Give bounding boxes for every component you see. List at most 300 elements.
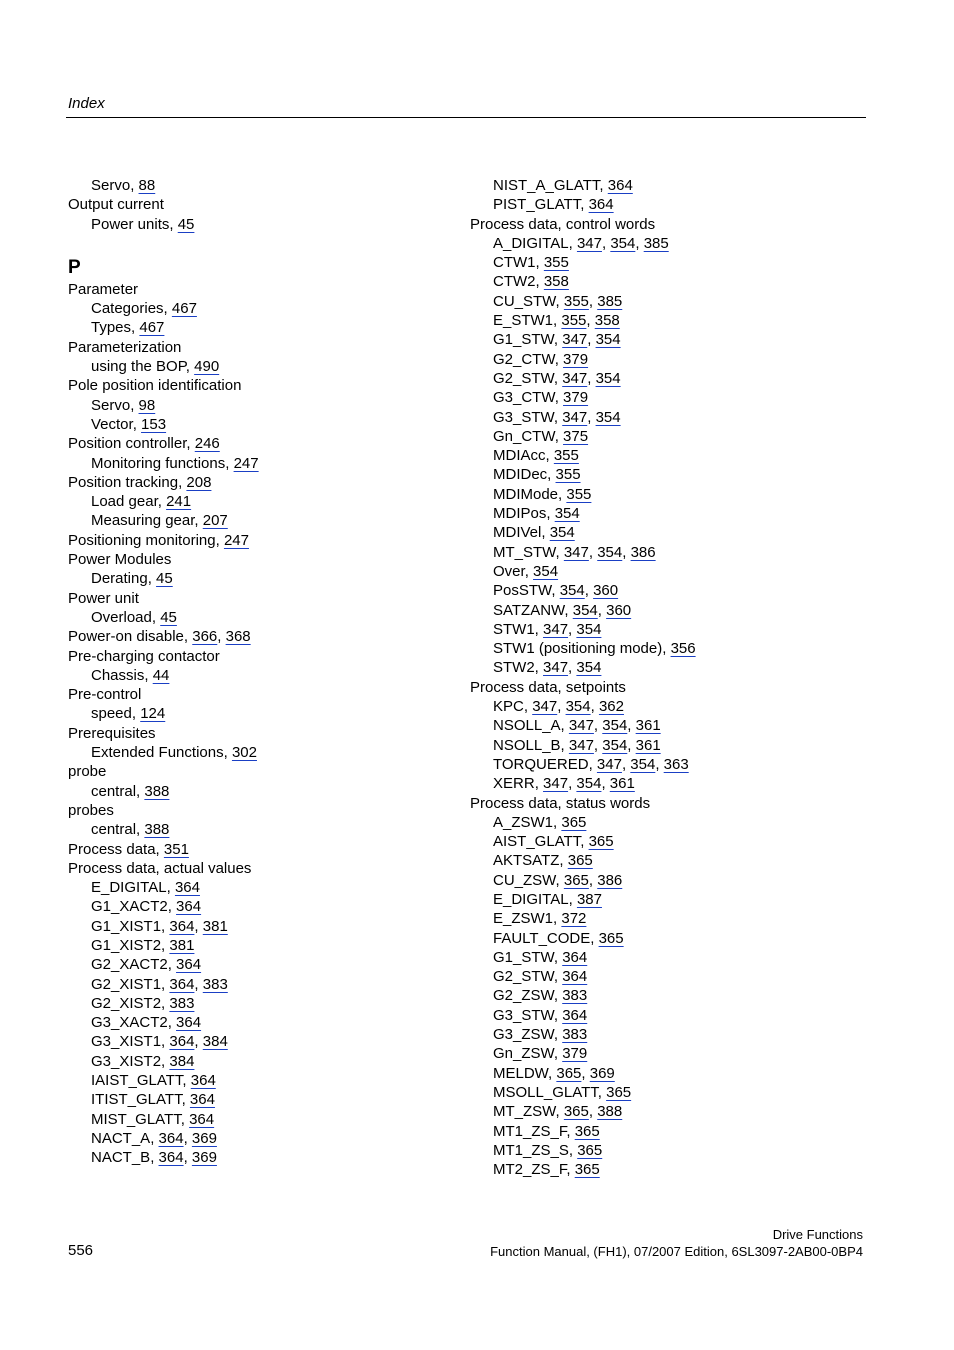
index-term: SATZANW (493, 601, 565, 619)
index-term: G3_XACT2 (91, 1014, 168, 1032)
index-term: G2_XIST2 (91, 994, 162, 1012)
page-reference-link[interactable]: 383 (562, 987, 588, 1005)
index-subentry: Measuring gear, 207 (91, 512, 228, 530)
index-subentry: MT1_ZS_F, 365 (493, 1122, 600, 1140)
index-term: ITIST_GLATT (91, 1091, 182, 1109)
index-entry (68, 338, 468, 357)
page-reference-link[interactable]: 347 (543, 620, 569, 638)
page-reference-link[interactable]: 467 (139, 319, 165, 337)
index-subentry: G3_XIST1, 364, 384 (91, 1033, 228, 1051)
index-subentry: MDIPos, 354 (493, 505, 580, 523)
index-subentry: G1_XIST2, 381 (91, 936, 195, 954)
page-reference-link[interactable]: 88 (138, 177, 156, 194)
index-term: Power Modules (68, 551, 172, 569)
index-term: CTW2 (493, 273, 536, 291)
page-reference-link[interactable]: 381 (202, 917, 228, 935)
page-reference-link[interactable]: 354 (572, 601, 598, 619)
index-subentry: Overload, 45 (91, 608, 177, 626)
page-reference-link[interactable]: 354 (595, 408, 621, 426)
page-reference-link[interactable]: 364 (562, 948, 588, 966)
page-reference-link[interactable]: 363 (663, 755, 689, 773)
footer-doc-title: Drive Functions (772, 1227, 863, 1242)
index-column-left (68, 176, 468, 1168)
page-reference-link[interactable]: 354 (559, 582, 585, 600)
page-reference-link[interactable]: 354 (576, 620, 602, 638)
index-term: Gn_CTW (493, 427, 555, 445)
index-term: MELDW (493, 1064, 549, 1082)
page-reference-link[interactable]: 364 (169, 1033, 195, 1051)
page-reference-link[interactable]: 379 (563, 350, 589, 368)
page-reference-link[interactable]: 365 (574, 1161, 600, 1179)
page-reference-link[interactable]: 355 (555, 466, 581, 484)
index-subentry: G2_ZSW, 383 (493, 987, 588, 1005)
index-subentry: KPC, 347, 354, 362 (493, 698, 624, 716)
page-reference-link[interactable]: 355 (561, 312, 587, 330)
index-entry: Positioning monitoring, 247 (68, 531, 249, 549)
page-reference-link[interactable]: 354 (533, 562, 559, 580)
page-reference-link[interactable]: 355 (543, 254, 569, 272)
index-term: Positioning monitoring (68, 531, 216, 549)
index-subentry: CU_ZSW, 365, 386 (493, 871, 623, 889)
index-subentry: MT2_ZS_F, 365 (493, 1161, 600, 1179)
page-reference-link[interactable]: 354 (597, 543, 623, 561)
index-term: Process data, actual values (68, 859, 252, 877)
index-subentry: PIST_GLATT, 364 (493, 196, 614, 214)
index-term: E_DIGITAL (91, 879, 167, 897)
index-term: MT_STW (493, 543, 556, 561)
index-term: Power units (91, 215, 170, 233)
index-subentry: MDIAcc, 355 (493, 447, 579, 465)
page-reference-link[interactable]: 364 (176, 1014, 202, 1032)
page-reference-link[interactable]: 347 (568, 736, 594, 754)
page-reference-link[interactable]: 302 (231, 744, 257, 762)
page-reference-link[interactable]: 364 (158, 1129, 184, 1147)
index-spacer (68, 234, 468, 256)
index-subentry: G2_XIST2, 383 (91, 994, 195, 1012)
index-term: using the BOP (91, 358, 186, 376)
index-subentry: using the BOP, 490 (91, 358, 220, 376)
page-reference-link[interactable]: 364 (189, 1110, 215, 1128)
index-term: CU_STW (493, 292, 556, 310)
index-subentry: MIST_GLATT, 364 (91, 1110, 215, 1128)
index-subentry: MT_ZSW, 365, 388 (493, 1103, 623, 1121)
page-reference-link[interactable]: 379 (563, 389, 589, 407)
index-subentry: Power units, 45 (91, 215, 195, 233)
page-reference-link[interactable]: 355 (563, 292, 589, 310)
index-entry (470, 678, 870, 697)
index-term: Prerequisites (68, 724, 156, 742)
page-reference-link[interactable]: 364 (176, 956, 202, 974)
index-term: speed (91, 705, 132, 723)
index-term: G1_XIST1 (91, 917, 162, 935)
page-reference-link[interactable]: 354 (610, 234, 636, 252)
index-term: G1_STW (493, 331, 554, 349)
index-subentry: NACT_A, 364, 369 (91, 1129, 217, 1147)
index-term: Measuring gear (91, 512, 195, 530)
index-term: G2_XIST1 (91, 975, 162, 993)
index-entry (470, 794, 870, 813)
index-term: AKTSATZ (493, 852, 560, 870)
page-reference-link[interactable]: 388 (144, 821, 170, 839)
page-reference-link[interactable]: 365 (563, 1103, 589, 1121)
index-term: Process data, setpoints (470, 678, 626, 696)
index-subentry: G3_STW, 364 (493, 1006, 588, 1024)
page-reference-link[interactable]: 354 (602, 736, 628, 754)
page-reference-link[interactable]: 365 (574, 1122, 600, 1140)
index-term: MSOLL_GLATT (493, 1083, 598, 1101)
index-subentry: ITIST_GLATT, 364 (91, 1091, 215, 1109)
index-entry (68, 724, 468, 743)
index-term: G2_STW (493, 369, 554, 387)
page-reference-link[interactable]: 383 (562, 1026, 588, 1044)
index-subentry: A_ZSW1, 365 (493, 813, 587, 831)
page-number: 556 (68, 1242, 94, 1259)
index-term: Load gear (91, 493, 158, 511)
page-reference-link[interactable]: 383 (202, 975, 228, 993)
page-reference-link[interactable]: 354 (549, 524, 575, 542)
index-subentry: AIST_GLATT, 365 (493, 833, 614, 851)
page-reference-link[interactable]: 358 (543, 273, 569, 291)
page-reference-link[interactable]: 360 (606, 601, 632, 619)
index-term: AIST_GLATT (493, 833, 581, 851)
index-subentry: Load gear, 241 (91, 493, 192, 511)
page-reference-link[interactable]: 347 (563, 543, 589, 561)
page-reference-link[interactable]: 384 (169, 1052, 195, 1070)
page-reference-link[interactable]: 124 (140, 705, 166, 723)
index-subentry: IAIST_GLATT, 364 (91, 1072, 216, 1090)
page-reference-link[interactable]: 386 (597, 871, 623, 889)
index-subentry: Gn_ZSW, 379 (493, 1045, 588, 1063)
index-subentry: Chassis, 44 (91, 666, 170, 684)
index-subentry: G3_STW, 347, 354 (493, 408, 621, 426)
index-term: MIST_GLATT (91, 1110, 181, 1128)
index-term: Overload (91, 608, 152, 626)
page-reference-link[interactable]: 365 (556, 1064, 582, 1082)
index-subentry: NSOLL_B, 347, 354, 361 (493, 736, 661, 754)
index-term: E_STW1 (493, 312, 554, 330)
index-term: Categories (91, 300, 164, 318)
index-term: Power-on disable (68, 628, 184, 646)
index-term: MT1_ZS_S (493, 1141, 569, 1159)
index-term: Output current (68, 196, 164, 214)
page-reference-link[interactable]: 44 (152, 666, 170, 684)
index-entry (68, 762, 468, 781)
index-subentry: NIST_A_GLATT, 364 (493, 177, 633, 194)
index-subentry: Monitoring functions, 247 (91, 454, 259, 472)
index-subentry: MELDW, 365, 369 (493, 1064, 615, 1082)
index-subentry: PosSTW, 354, 360 (493, 582, 619, 600)
page-reference-link[interactable]: 365 (588, 833, 614, 851)
index-term: PosSTW (493, 582, 552, 600)
index-entry: Position tracking, 208 (68, 473, 212, 491)
page-reference-link[interactable]: 368 (225, 628, 251, 646)
page-reference-link[interactable]: 364 (158, 1149, 184, 1167)
page-reference-link[interactable]: 361 (635, 717, 661, 735)
page-reference-link[interactable]: 384 (202, 1033, 228, 1051)
page-reference-link[interactable]: 388 (597, 1103, 623, 1121)
page-reference-link[interactable]: 347 (543, 659, 569, 677)
index-term: central (91, 821, 137, 839)
index-subentry: CTW1, 355 (493, 254, 569, 272)
index-subentry: AKTSATZ, 365 (493, 852, 593, 870)
page-reference-link[interactable]: 246 (194, 435, 220, 453)
page-reference-link[interactable]: 347 (532, 698, 558, 716)
page-reference-link[interactable]: 355 (566, 485, 592, 503)
page-reference-link[interactable]: 385 (597, 292, 623, 310)
page-reference-link[interactable]: 379 (562, 1045, 588, 1063)
index-entry (68, 647, 468, 666)
index-term: FAULT_CODE (493, 929, 591, 947)
index-term: MDIMode (493, 485, 559, 503)
page-reference-link[interactable]: 388 (144, 782, 170, 800)
index-entry (68, 589, 468, 608)
page-reference-link[interactable]: 207 (202, 512, 228, 530)
index-term: Derating (91, 570, 148, 588)
page-reference-link[interactable]: 364 (169, 975, 195, 993)
index-subentry: FAULT_CODE, 365 (493, 929, 624, 947)
footer-doc-edition: Function Manual, (FH1), 07/2007 Edition, 6SL3097-2AB00-0BP4 (490, 1244, 863, 1259)
page-reference-link[interactable]: 364 (562, 968, 588, 986)
index-subentry: Gn_CTW, 375 (493, 427, 589, 445)
page-reference-link[interactable]: 364 (189, 1091, 215, 1109)
page-reference-link[interactable]: 354 (576, 659, 602, 677)
index-term: MT1_ZS_F (493, 1122, 567, 1140)
page-reference-link[interactable]: 467 (171, 300, 197, 318)
page-reference-link[interactable]: 354 (602, 717, 628, 735)
index-term: STW1 (493, 620, 535, 638)
index-entry (68, 280, 468, 299)
index-term: CTW1 (493, 254, 536, 272)
index-subentry: MDIMode, 355 (493, 485, 592, 503)
index-subentry: G2_XACT2, 364 (91, 956, 202, 974)
index-column-right (470, 176, 870, 1179)
index-term: G2_XACT2 (91, 956, 168, 974)
page-reference-link[interactable]: 45 (177, 215, 195, 233)
page-reference-link[interactable]: 365 (561, 813, 587, 831)
index-term: A_ZSW1 (493, 813, 554, 831)
index-subentry: G1_STW, 347, 354 (493, 331, 621, 349)
page-reference-link[interactable]: 45 (156, 570, 173, 588)
index-term: NACT_B (91, 1149, 151, 1167)
page-reference-link[interactable]: 364 (588, 196, 614, 214)
index-subentry: Vector, 153 (91, 415, 167, 433)
index-subentry: G1_XACT2, 364 (91, 898, 202, 916)
index-term: MDIDec (493, 466, 548, 484)
index-term: NACT_A (91, 1129, 151, 1147)
page-reference-link[interactable]: 372 (561, 910, 587, 928)
index-term: MDIAcc (493, 447, 546, 465)
index-subentry: STW1 (positioning mode), 356 (493, 640, 696, 658)
index-term: Monitoring functions (91, 454, 226, 472)
index-subentry: NSOLL_A, 347, 354, 361 (493, 717, 661, 735)
index-subentry: E_DIGITAL, 364 (91, 879, 200, 897)
page-reference-link[interactable]: 98 (138, 396, 156, 414)
page-reference-link[interactable]: 364 (562, 1006, 588, 1024)
page-reference-link[interactable]: 364 (174, 879, 200, 897)
index-term: Servo (91, 396, 131, 414)
page-reference-link[interactable]: 490 (194, 358, 220, 376)
page-reference-link[interactable]: 347 (576, 234, 602, 252)
index-subentry: TORQUERED, 347, 354, 363 (493, 755, 689, 773)
page-reference-link[interactable]: 358 (594, 312, 620, 330)
page-reference-link[interactable]: 365 (567, 852, 593, 870)
index-subentry: G2_STW, 364 (493, 968, 588, 986)
index-subentry: G2_XIST1, 364, 383 (91, 975, 228, 993)
index-term: G1_STW (493, 948, 554, 966)
page-reference-link[interactable]: 247 (233, 454, 259, 472)
page-reference-link[interactable]: 347 (568, 717, 594, 735)
page-reference-link[interactable]: 355 (553, 447, 579, 465)
index-subentry: CU_STW, 355, 385 (493, 292, 623, 310)
page-reference-link[interactable]: 45 (160, 608, 177, 626)
index-subentry: MDIDec, 355 (493, 466, 581, 484)
index-term: G2_STW (493, 968, 554, 986)
page-reference-link[interactable]: 383 (169, 994, 195, 1012)
index-term: Power unit (68, 589, 139, 607)
page-reference-link[interactable]: 364 (176, 898, 202, 916)
page-reference-link[interactable]: 385 (643, 234, 669, 252)
index-term: G3_XIST1 (91, 1033, 162, 1051)
index-term: MDIPos (493, 505, 547, 523)
index-subentry: MSOLL_GLATT, 365 (493, 1083, 632, 1101)
index-term: Process data, status words (470, 794, 651, 812)
index-subentry: MT1_ZS_S, 365 (493, 1141, 603, 1159)
index-term: G1_XACT2 (91, 898, 168, 916)
index-subentry: STW1, 347, 354 (493, 620, 602, 638)
index-term: XERR (493, 775, 535, 793)
index-term: KPC (493, 698, 524, 716)
index-term: G1_XIST2 (91, 936, 162, 954)
header-rule (66, 117, 866, 118)
page-reference-link[interactable]: 381 (169, 936, 195, 954)
page-reference-link[interactable]: 369 (589, 1064, 615, 1082)
page-reference-link[interactable]: 354 (565, 698, 591, 716)
index-entry (68, 376, 468, 395)
index-entry (470, 215, 870, 234)
index-term: Servo (91, 177, 131, 194)
index-subentry: Servo, 88 (91, 177, 156, 194)
page-reference-link[interactable]: 365 (563, 871, 589, 889)
index-term: MT2_ZS_F (493, 1161, 567, 1179)
page-reference-link[interactable]: 347 (562, 369, 588, 387)
index-subentry: Types, 467 (91, 319, 165, 337)
page-reference-link[interactable]: 356 (670, 640, 696, 658)
index-term: Chassis (91, 666, 145, 684)
page-reference-link[interactable]: 208 (186, 473, 212, 491)
page-reference-link[interactable]: 361 (609, 775, 635, 793)
index-term: G3_CTW (493, 389, 555, 407)
page-reference-link[interactable]: 347 (562, 331, 588, 349)
index-entry (68, 550, 468, 569)
page-reference-link[interactable]: 364 (607, 177, 633, 194)
page-reference-link[interactable]: 365 (577, 1141, 603, 1159)
page-reference-link[interactable]: 365 (598, 929, 624, 947)
running-header: Index (68, 95, 105, 112)
index-term: E_DIGITAL (493, 890, 569, 908)
page-reference-link[interactable]: 365 (606, 1083, 632, 1101)
index-term: Pre-control (68, 686, 142, 704)
index-term: E_ZSW1 (493, 910, 554, 928)
page-reference-link[interactable]: 347 (543, 775, 569, 793)
page-reference-link[interactable]: 153 (141, 415, 167, 433)
index-term: Types (91, 319, 132, 337)
index-subentry: speed, 124 (91, 705, 166, 723)
index-subentry: MT_STW, 347, 354, 386 (493, 543, 656, 561)
index-subentry: E_STW1, 355, 358 (493, 312, 620, 330)
index-term: STW2 (493, 659, 535, 677)
index-term: MT_ZSW (493, 1103, 556, 1121)
index-term: Position tracking (68, 473, 179, 491)
index-term: NSOLL_B (493, 736, 561, 754)
index-entry (68, 195, 468, 214)
page-reference-link[interactable]: 386 (630, 543, 656, 561)
page-reference-link[interactable]: 354 (576, 775, 602, 793)
index-term: Over (493, 562, 525, 580)
page-reference-link[interactable]: 364 (190, 1072, 216, 1090)
index-entry (68, 859, 468, 878)
index-term: TORQUERED (493, 755, 589, 773)
index-letter-heading: P (68, 256, 81, 278)
page-reference-link[interactable]: 369 (191, 1129, 217, 1147)
index-term: Parameterization (68, 338, 182, 356)
page-reference-link[interactable]: 387 (576, 890, 602, 908)
index-subentry: Servo, 98 (91, 396, 156, 414)
index-entry (68, 801, 468, 820)
index-term: Pole position identification (68, 377, 242, 395)
page-reference-link[interactable]: 351 (163, 840, 189, 858)
index-subentry: G2_CTW, 379 (493, 350, 589, 368)
index-subentry: G1_XIST1, 364, 381 (91, 917, 228, 935)
page-reference-link[interactable]: 247 (223, 531, 249, 549)
page-reference-link[interactable]: 375 (563, 427, 589, 445)
index-subentry: G1_STW, 364 (493, 948, 588, 966)
page-reference-link[interactable]: 347 (562, 408, 588, 426)
page-reference-link[interactable]: 241 (166, 493, 192, 511)
index-term: probe (68, 763, 107, 781)
index-term: NSOLL_A (493, 717, 561, 735)
page-reference-link[interactable]: 362 (598, 698, 624, 716)
page-reference-link[interactable]: 369 (191, 1149, 217, 1167)
index-entry: Process data, 351 (68, 840, 189, 858)
index-term: STW1 (positioning mode) (493, 640, 663, 658)
page-reference-link[interactable]: 360 (593, 582, 619, 600)
index-subentry: CTW2, 358 (493, 273, 569, 291)
index-subentry: G3_CTW, 379 (493, 389, 589, 407)
page-reference-link[interactable]: 364 (169, 917, 195, 935)
index-term: CU_ZSW (493, 871, 556, 889)
page-reference-link[interactable]: 354 (630, 755, 656, 773)
page-reference-link[interactable]: 354 (595, 369, 621, 387)
index-term: G2_ZSW (493, 987, 554, 1005)
index-term: G3_STW (493, 1006, 554, 1024)
index-subentry: Categories, 467 (91, 300, 197, 318)
index-subentry: G2_STW, 347, 354 (493, 369, 621, 387)
page-reference-link[interactable]: 354 (554, 505, 580, 523)
page-reference-link[interactable]: 361 (635, 736, 661, 754)
index-term: Process data (68, 840, 156, 858)
page-reference-link[interactable]: 347 (596, 755, 622, 773)
index-term: PIST_GLATT (493, 196, 581, 214)
index-term: Vector (91, 415, 133, 433)
index-subentry: MDIVel, 354 (493, 524, 575, 542)
index-subentry: SATZANW, 354, 360 (493, 601, 632, 619)
page-reference-link[interactable]: 366 (192, 628, 218, 646)
index-entry (68, 685, 468, 704)
page-reference-link[interactable]: 354 (595, 331, 621, 349)
index-term: probes (68, 801, 114, 819)
index-term: A_DIGITAL (493, 234, 569, 252)
index-term: IAIST_GLATT (91, 1072, 183, 1090)
